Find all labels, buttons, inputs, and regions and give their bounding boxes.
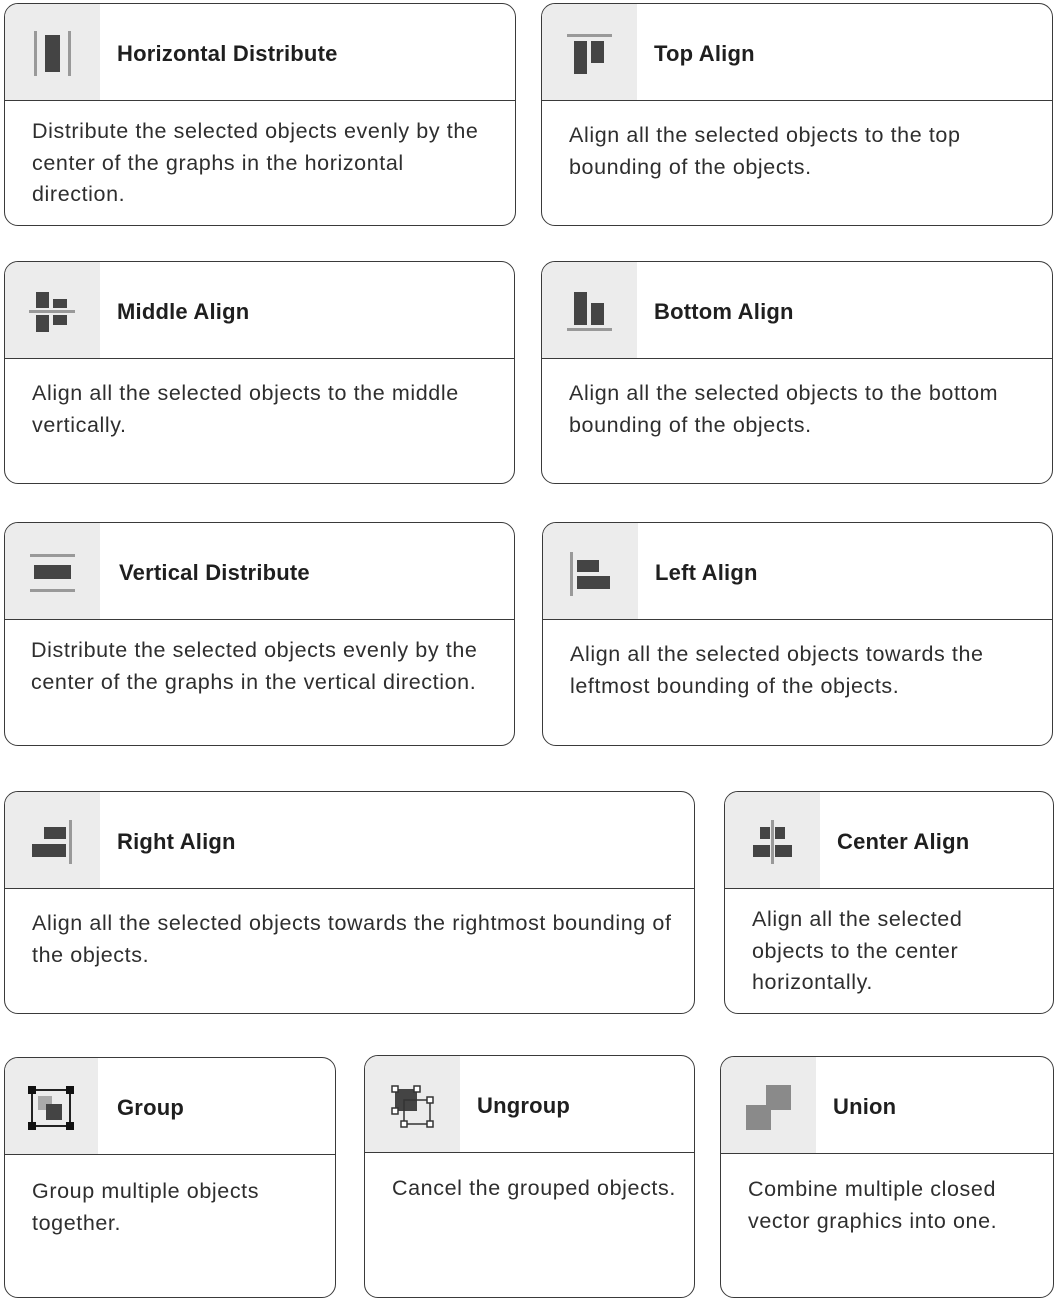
card-header [543,523,1052,620]
horizontal-distribute-icon [5,4,100,100]
card-description: Align all the selected objects to the middle vertically. [32,381,459,437]
card-description: Align all the selected objects to the center horizontally. [752,907,963,994]
card-description: Group multiple objects together. [32,1179,260,1235]
card-header [542,4,1052,101]
card-title: Horizontal Distribute [117,41,338,66]
middle-align-icon [5,262,100,358]
card-header [5,4,515,101]
card-header [5,1058,335,1155]
vertical-distribute-icon [5,523,100,619]
card-title: Top Align [654,41,755,66]
center-align-icon [725,792,820,888]
card-description: Align all the selected objects to the bottom bounding of the objects. [569,381,999,437]
card-header [365,1056,694,1153]
card-horizontal-distribute [4,3,516,226]
card-header [5,792,694,889]
card-header [5,523,514,620]
card-title: Left Align [655,560,758,585]
card-title: Bottom Align [654,299,794,324]
card-title: Union [833,1094,897,1119]
card-description: Distribute the selected objects evenly by the center of the graphs in the horizontal direction. [32,119,479,206]
card-top-align [541,3,1053,226]
group-icon [5,1058,98,1154]
left-align-icon [543,523,638,619]
card-right-align [4,791,695,1014]
card-description: Distribute the selected objects evenly by the center of the graphs in the vertical direction. [31,638,478,694]
card-ungroup [364,1055,695,1298]
card-vertical-distribute [4,522,515,746]
card-union [720,1056,1054,1298]
card-header [5,262,514,359]
card-group [4,1057,336,1298]
right-align-icon [5,792,100,888]
card-title: Group [117,1095,184,1120]
card-middle-align [4,261,515,484]
card-description: Align all the selected objects towards the leftmost bounding of the objects. [570,642,984,698]
card-description: Combine multiple closed vector graphics into one. [748,1177,998,1233]
card-title: Center Align [837,829,970,854]
card-description: Align all the selected objects to the top bounding of the objects. [569,123,961,179]
card-title: Vertical Distribute [119,560,310,585]
card-left-align [542,522,1053,746]
top-align-icon [542,4,637,100]
card-bottom-align [541,261,1053,484]
ungroup-icon [365,1056,460,1152]
card-description: Cancel the grouped objects. [392,1176,676,1200]
card-title: Middle Align [117,299,250,324]
union-icon [721,1057,816,1153]
card-title: Ungroup [477,1093,571,1118]
card-header [725,792,1053,889]
card-title: Right Align [117,829,236,854]
card-description: Align all the selected objects towards the rightmost bounding of the objects. [32,911,672,967]
card-center-align [724,791,1054,1014]
bottom-align-icon [542,262,637,358]
card-header [542,262,1052,359]
card-header [721,1057,1053,1154]
